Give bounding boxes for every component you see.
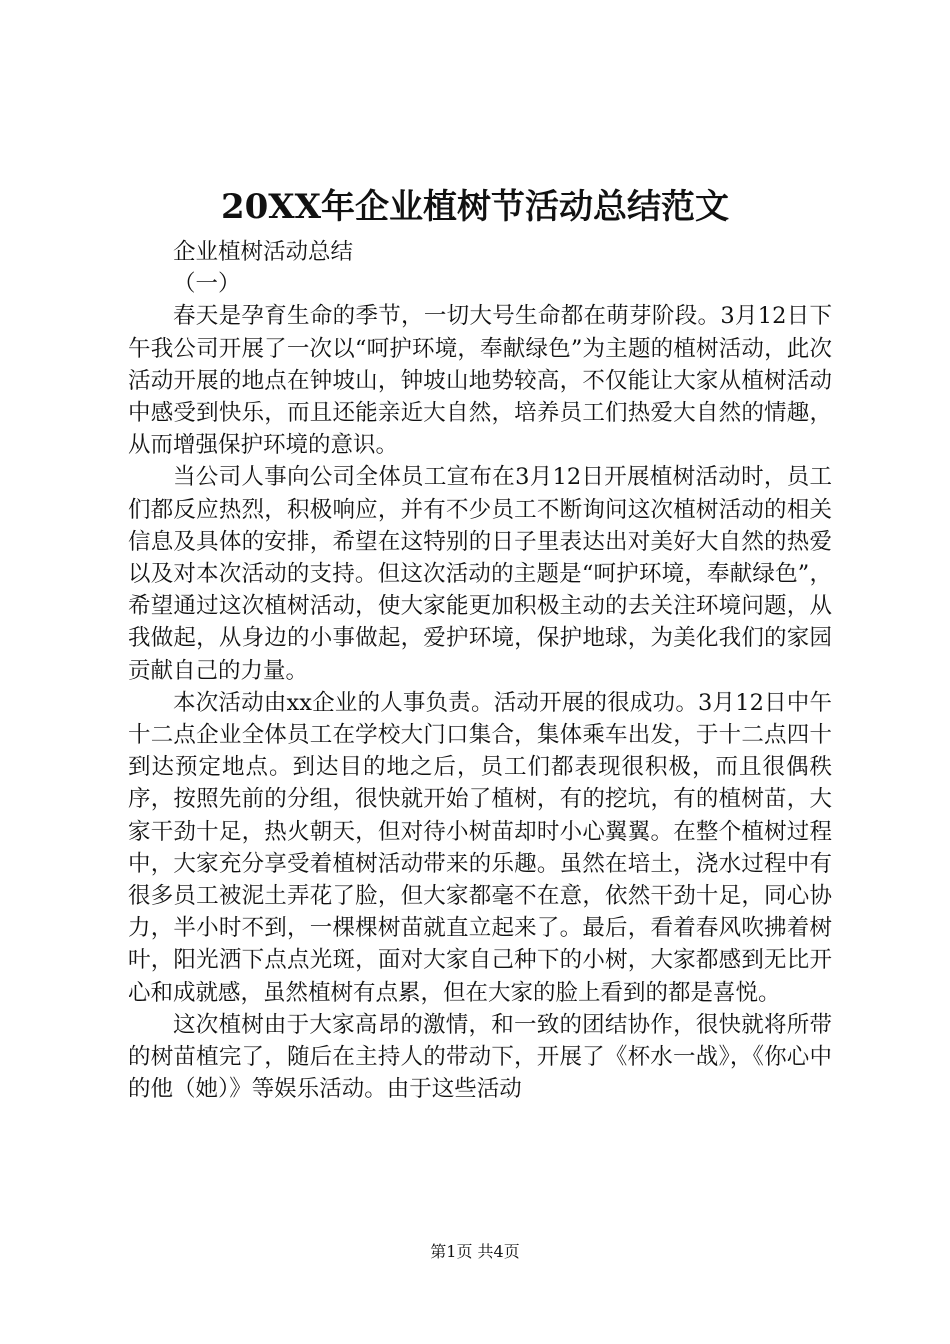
paragraph-1: 春天是孕育生命的季节，一切大号生命都在萌芽阶段。3月12日下午我公司开展了一次以“呵护环境，奉献绿色”为主题的植树活动，此次活动开展的地点在钟坡山，钟坡山地势较高，不仅能让大家从植树活动中感受到快乐，而且还能亲近大自然，培养员工们热爱大自然的情趣，从而增强保护环境的意识。 [128,303,832,459]
document-subtitle: 企业植树活动总结 [173,239,354,265]
paragraph-3: 本次活动由xx企业的人事负责。活动开展的很成功。3月12日中午十二点企业全体员工在学校大门口集合，集体乘车出发，于十二点四十到达预定地点。到达目的地之后，员工们都表现很积极，而且很偶秩序，按照先前的分组，很快就开始了植树，有的挖坑，有的植树苗，大家干劲十足，热火朝天，但对待小树苗却时小心翼翼。在整个植树过程中，大家充分享受着植树活动带来的乐趣。虽然在培土，浇水过程中有很多员工被泥土弄花了脸，但大家都毫不在意，依然干劲十足，同心协力，半小时不到，一棵棵树苗就直立起来了。最后，看着春风吹拂着树叶，阳光洒下点点光斑，面对大家自己种下的小树，大家都感到无比开心和成就感，虽然植树有点累，但在大家的脸上看到的都是喜悦。 [128,689,832,1006]
section-heading: （一） [173,271,241,298]
paragraph-4: 这次植树由于大家高昂的激情，和一致的团结协作，很快就将所带的树苗植完了，随后在主持人的带动下，开展了《杯水一战》，《你心中的他（她）》等娱乐活动。由于这些活动 [128,1011,832,1103]
document-title: 20XX年企业植树节活动总结范文 [220,187,730,227]
page-number-footer: 第1页 共4页 [430,1242,520,1261]
paragraph-2: 当公司人事向公司全体员工宣布在3月12日开展植树活动时，员工们都反应热烈，积极响应，并有不少员工不断询问这次植树活动的相关信息及具体的安排，希望在这特别的日子里表达出对美好大自然的热爱以及对本次活动的支持。但这次活动的主题是“呵护环境，奉献绿色”，希望通过这次植树活动，使大家能更加积极主动的去关注环境问题，从我做起，从身边的小事做起，爱护环境，保护地球，为美化我们的家园贡献自己的力量。 [128,464,832,684]
document-body [128,236,832,1105]
